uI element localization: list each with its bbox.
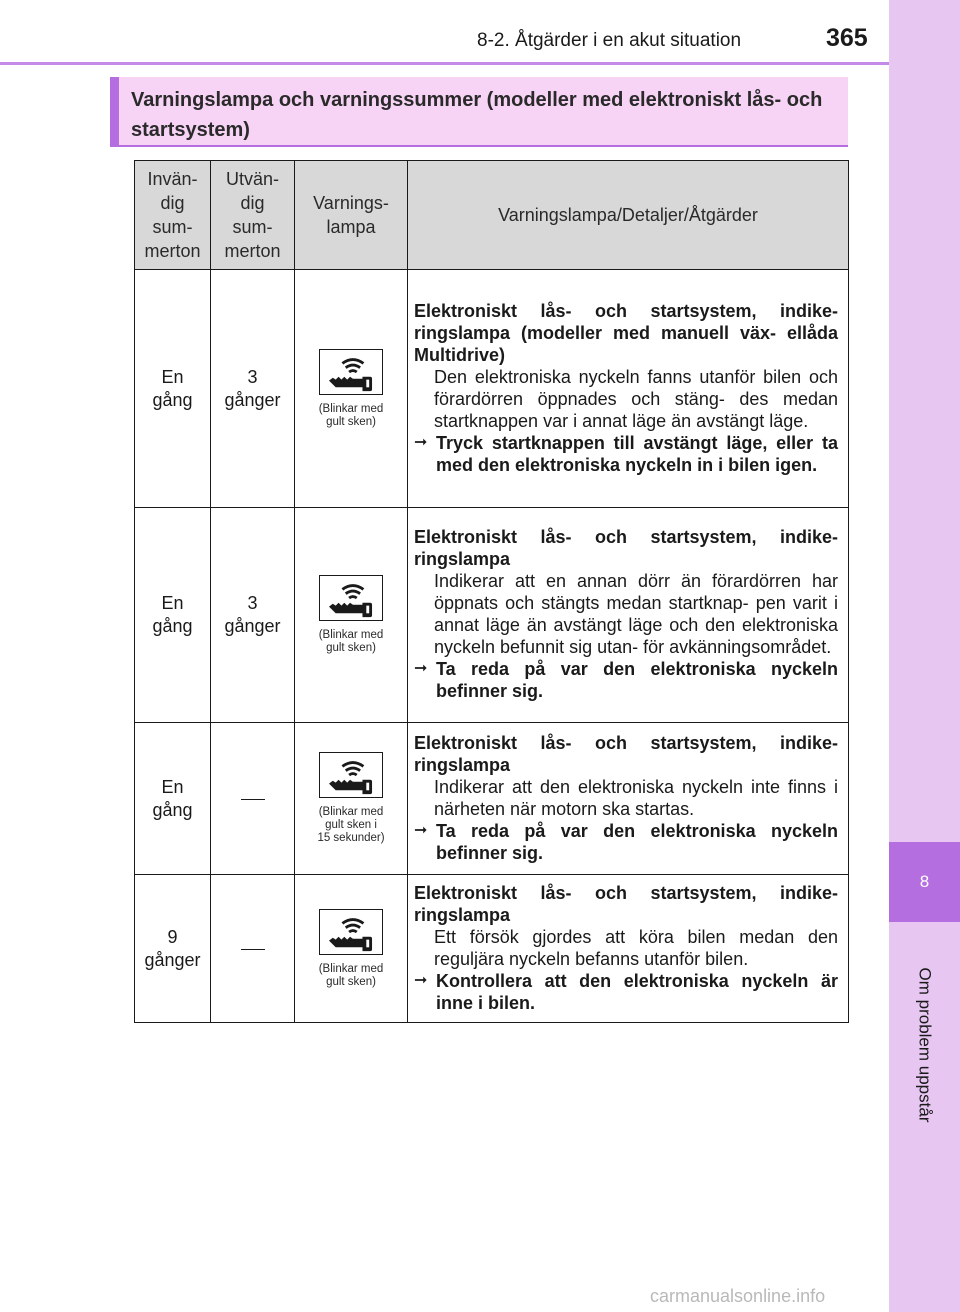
table-row: [135, 875, 849, 1023]
header-rule: [0, 62, 889, 65]
outer-buzzer-value: 3 gånger: [224, 366, 281, 410]
header-warning-lamp: Varnings- lampa: [295, 161, 408, 270]
smart-key-indicator-icon: [319, 349, 383, 395]
table-row: [135, 723, 849, 875]
detail-action: [414, 658, 838, 702]
watermark: carmanualsonline.info: [650, 1286, 826, 1306]
inner-buzzer-value: En gång: [152, 593, 193, 636]
smart-key-indicator-icon: [319, 909, 383, 955]
arrow-right-icon: ➞: [414, 660, 428, 677]
details-cell: [408, 508, 849, 723]
arrow-right-icon: ➞: [414, 433, 428, 451]
table-header-row: [135, 161, 849, 270]
detail-action-text: Kontrollera att den elektroniska nyckeln är inne i bilen.: [436, 970, 838, 1013]
warning-lamp-cell: [295, 723, 408, 875]
lamp-caption: (Blinkar med gult sken): [318, 962, 384, 988]
arrow-right-icon: ➞: [414, 971, 428, 989]
outer-buzzer-cell: [211, 875, 295, 1023]
detail-action-text: Tryck startknappen till avstängt läge, eller ta med den elektroniska nyckeln in i bilen igen.: [436, 432, 838, 475]
warning-lamp-cell: [295, 875, 408, 1023]
detail-body: Den elektroniska nyckeln fanns utanför bilen och förardörren öppnades och stäng- des medan startknappen var i annat läge än avstängt läge.: [434, 366, 838, 431]
chapter-title: 8-2. Åtgärder i en akut situation: [477, 30, 742, 51]
table-row: [135, 270, 849, 508]
smart-key-indicator-icon: [319, 752, 383, 798]
details-cell: [408, 875, 849, 1023]
detail-action-text: Ta reda på var den elektroniska nyckeln befinner sig.: [436, 820, 838, 863]
dash-icon: [241, 949, 265, 950]
detail-title: Elektroniskt lås- och startsystem, indike- ringslampa (modeller med manuell väx- ellåda Multidrive): [414, 300, 838, 365]
lamp-caption: (Blinkar med gult sken i 15 sekunder): [317, 806, 385, 844]
side-tab-strip: [889, 0, 960, 1312]
outer-buzzer-cell: [211, 270, 295, 508]
outer-buzzer-value: 3 gånger: [224, 593, 281, 636]
inner-buzzer-cell: [135, 875, 211, 1023]
inner-buzzer-value: En gång: [152, 366, 193, 410]
inner-buzzer-cell: [135, 508, 211, 723]
detail-action: [414, 970, 838, 1014]
outer-buzzer-cell: [211, 723, 295, 875]
chapter-tab-label-wrap: [889, 930, 960, 1160]
detail-action-text: Ta reda på var den elektroniska nyckeln befinner sig.: [436, 659, 838, 701]
header-inner-buzzer: Invän- dig sum- merton: [135, 161, 211, 270]
section-title: Varningslampa och varningssummer (modeller med elektroniskt lås- och startsystem): [110, 77, 848, 147]
chapter-tab: [889, 842, 960, 922]
header-outer-buzzer: Utvän- dig sum- merton: [211, 161, 295, 270]
details-cell: [408, 723, 849, 875]
detail-action: [414, 820, 838, 864]
detail-body: Indikerar att en annan dörr än förardörren har öppnats och stängts medan startknap- pen varit i annat läge än avstängt läge och den elektroniska nyckeln befunnit sig utan- för avkänningsområdet.: [434, 571, 838, 657]
detail-body: Ett försök gjordes att köra bilen medan den reguljära nyckeln befanns utanför bilen.: [434, 926, 838, 969]
smart-key-indicator-icon: [319, 575, 383, 621]
detail-title: Elektroniskt lås- och startsystem, indike- ringslampa: [414, 882, 838, 925]
inner-buzzer-value: 9 gånger: [144, 926, 201, 970]
detail-title: Elektroniskt lås- och startsystem, indike- ringslampa: [414, 527, 838, 569]
outer-buzzer-cell: [211, 508, 295, 723]
warning-lamp-cell: [295, 270, 408, 508]
chapter-tab-label: Om problem uppstår: [915, 967, 935, 1123]
table-row: [135, 508, 849, 723]
dash-icon: [241, 799, 265, 800]
header-details: Varningslampa/Detaljer/Åtgärder: [408, 161, 849, 270]
chapter-tab-number: 8: [919, 872, 930, 891]
page-number: 365: [826, 24, 868, 52]
warning-table: [134, 160, 849, 1023]
detail-title: Elektroniskt lås- och startsystem, indike- ringslampa: [414, 732, 838, 775]
detail-body: Indikerar att den elektroniska nyckeln inte finns i närheten när motorn ska startas.: [434, 776, 838, 819]
lamp-caption: (Blinkar med gult sken): [318, 629, 384, 654]
lamp-caption: (Blinkar med gult sken): [318, 402, 384, 428]
inner-buzzer-cell: [135, 723, 211, 875]
inner-buzzer-value: En gång: [152, 776, 193, 820]
inner-buzzer-cell: [135, 270, 211, 508]
arrow-right-icon: ➞: [414, 821, 428, 839]
details-cell: [408, 270, 849, 508]
detail-action: [414, 432, 838, 476]
warning-lamp-cell: [295, 508, 408, 723]
